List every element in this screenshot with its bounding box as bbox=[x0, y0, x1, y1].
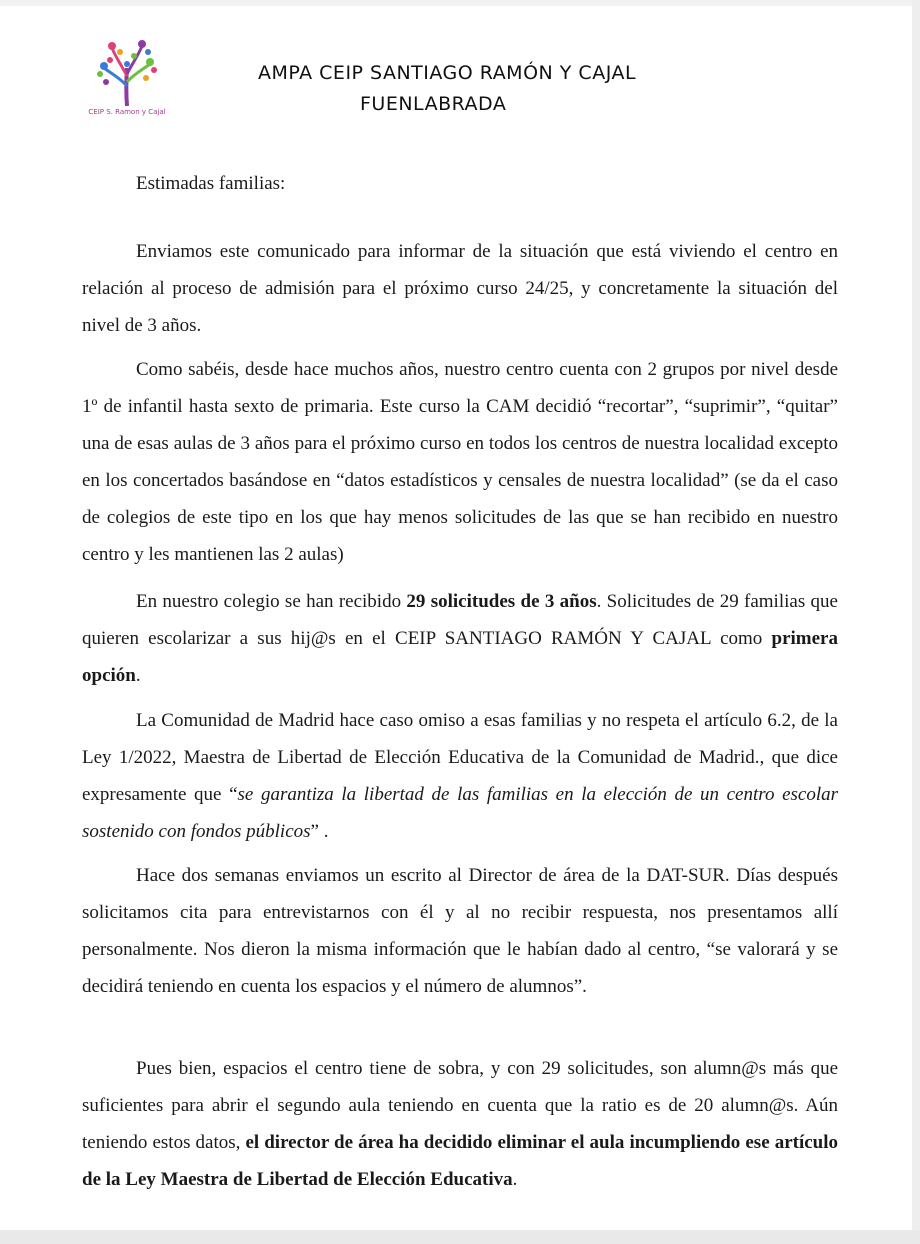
paragraph-6-text-a: Pues bien, espacios el centro tiene de sobra, y con 29 solicitudes, son alumn@s más que suficientes para abrir el segundo aula teniendo en cuenta que la ratio es de 20 alumn@s. Aún teniendo estos datos, bbox=[82, 1058, 838, 1153]
page-bottom-edge bbox=[0, 1230, 920, 1244]
paragraph-2: Como sabéis, desde hace muchos años, nuestro centro cuenta con 2 grupos por nivel desde 1º de infantil hasta sexto de primaria. Este curso la CAM decidió “recortar”, “suprimir”, “quitar” una de esas aulas de 3 años para el próximo curso en todos los centros de nuestra localidad excepto en los concertados basándose en “datos estadísticos y censales de nuestra localidad” (se da el caso de colegios de este tipo en los que hay menos solicitudes de las que se han recibido en nuestro centro y les mantienen las 2 aulas) bbox=[82, 359, 838, 565]
paragraph-3-text-e: . bbox=[135, 665, 141, 686]
paragraph-3-bold-first-option: primera opción bbox=[82, 628, 838, 686]
paragraph-6-text-c: . bbox=[512, 1169, 518, 1190]
letter-greeting: Estimadas familias: bbox=[136, 173, 286, 194]
page-top-edge bbox=[0, 0, 920, 6]
header-title-line1: AMPA CEIP SANTIAGO RAMÓN Y CAJAL bbox=[258, 62, 637, 84]
tree-logo-icon bbox=[82, 38, 172, 108]
paragraph-6-bold-statement: el director de área ha decidido eliminar el aula incumpliendo ese artículo de la Ley Maestra de Libertad de Elección Educativa bbox=[82, 1132, 839, 1190]
paragraph-3-bold-requests: 29 solicitudes de 3 años bbox=[406, 591, 597, 612]
paragraph-1: Enviamos este comunicado para informar de la situación que está viviendo el centro en relación al proceso de admisión para el próximo curso 24/25, y concretamente la situación del nivel de 3 años. bbox=[82, 241, 838, 336]
paragraph-4 bbox=[82, 702, 838, 850]
school-logo bbox=[82, 38, 172, 122]
header-title-line2: FUENLABRADA bbox=[360, 93, 507, 115]
paragraph-4-italic-quote: se garantiza la libertad de las familias en la elección de un centro escolar sostenido con fondos públicos bbox=[82, 784, 838, 842]
page-right-edge bbox=[912, 0, 920, 1244]
paragraph-6 bbox=[82, 1050, 838, 1198]
paragraph-3-text-a: En nuestro colegio se han recibido bbox=[136, 591, 407, 612]
paragraph-3-text-c: . Solicitudes de 29 familias que quieren escolarizar a sus hij@s en el CEIP SANTIAGO RAMÓN Y CAJAL como bbox=[82, 591, 838, 649]
paragraph-4-text-a: La Comunidad de Madrid hace caso omiso a esas familias y no respeta el artículo 6.2, de la Ley 1/2022, Maestra de Libertad de Elección Educativa de la Comunidad de Madrid., que dice expresamente que “ bbox=[82, 710, 838, 805]
paragraph-4-text-c: ” . bbox=[310, 821, 329, 842]
paragraph-3 bbox=[82, 583, 838, 694]
logo-caption: CEIP S. Ramon y Cajal bbox=[88, 108, 166, 116]
paragraph-5: Hace dos semanas enviamos un escrito al Director de área de la DAT-SUR. Días después solicitamos cita para entrevistarnos con él y al no recibir respuesta, nos presentamos allí personalmente. Nos dieron la misma información que le habían dado al centro, “se valorará y se decidirá teniendo en cuenta los espacios y el número de alumnos”. bbox=[82, 865, 838, 997]
